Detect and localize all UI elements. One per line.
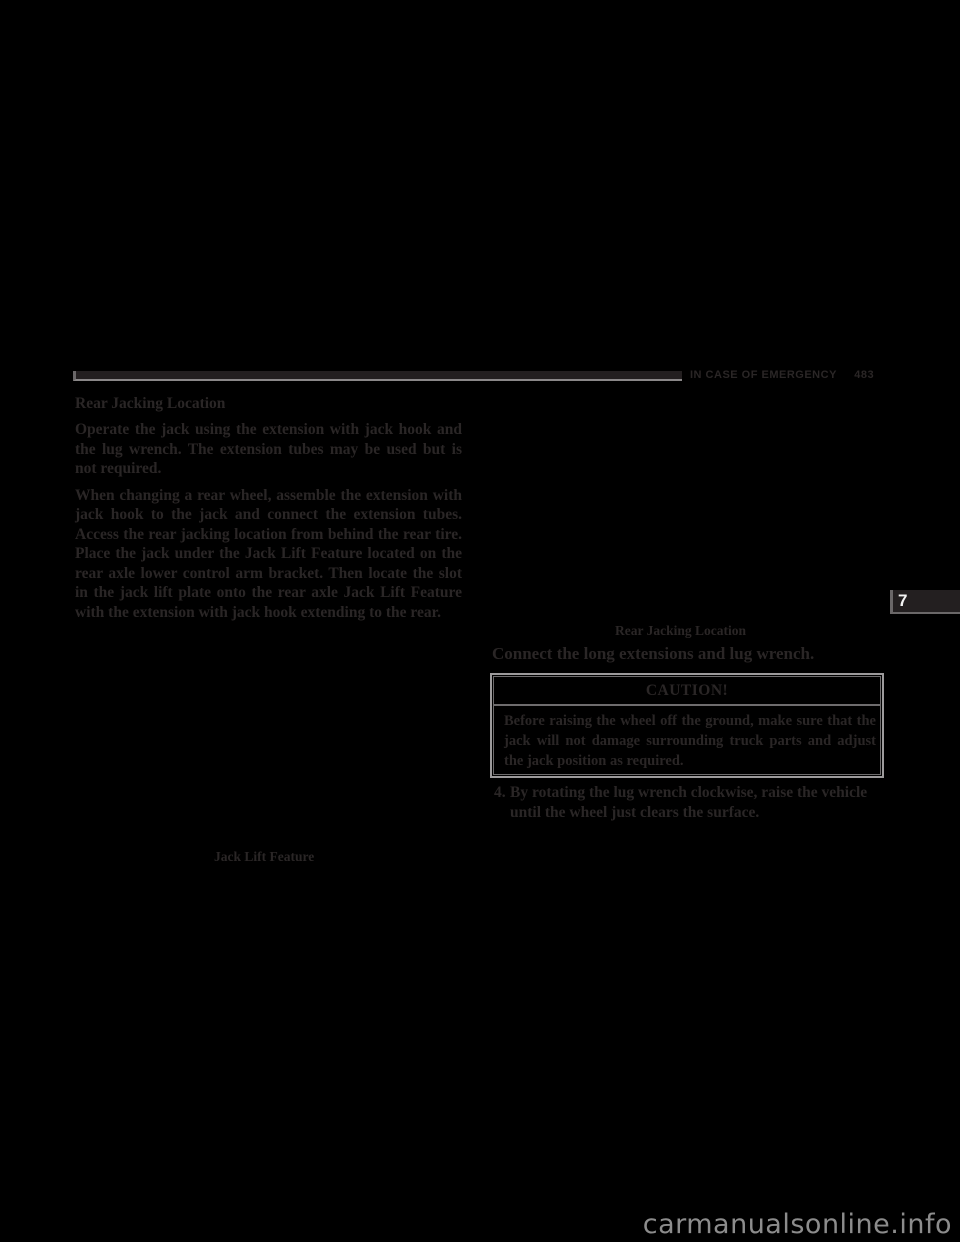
step-text-line2: until the wheel just clears the surface. bbox=[510, 803, 760, 821]
connect-instruction: Connect the long extensions and lug wrench. bbox=[492, 644, 815, 663]
step-number: 4. bbox=[494, 784, 506, 801]
step-4 bbox=[494, 783, 884, 822]
caution-title: CAUTION! bbox=[494, 677, 880, 706]
subheading-rear-jacking: Rear Jacking Location bbox=[75, 395, 226, 412]
watermark-text: carmanualsonline.info bbox=[642, 1209, 952, 1240]
page-number: 483 bbox=[854, 369, 875, 381]
caution-box bbox=[490, 673, 884, 778]
header-rule-bar bbox=[73, 371, 682, 381]
caution-inner-frame bbox=[493, 676, 881, 775]
chapter-tab: 7 bbox=[890, 590, 960, 614]
left-column bbox=[75, 394, 462, 629]
paragraph-operate-jack: Operate the jack using the extension with jack hook and the lug wrench. The extension tubes may be used but is not required. bbox=[75, 421, 462, 477]
running-header bbox=[690, 369, 874, 381]
section-title: IN CASE OF EMERGENCY bbox=[690, 369, 837, 381]
paragraph-changing-rear-wheel: When changing a rear wheel, assemble the extension with jack hook to the jack and connect the extension tubes. Access the rear jacking location from behind the rear tire. Place the jack under the Jack Lift Feature located on the rear axle lower control arm bracket. Then locate the slot in the jack lift plate onto the rear axle Jack Lift Feature with the extension with jack hook extending to the rear. bbox=[75, 486, 462, 621]
step-text-line1: By rotating the lug wrench clockwise, raise the vehicle bbox=[510, 784, 868, 801]
figure-caption-jack-lift: Jack Lift Feature bbox=[214, 849, 315, 864]
figure-caption-rear-jacking: Rear Jacking Location bbox=[615, 623, 746, 638]
caution-body: Before raising the wheel off the ground, make sure that the jack will not damage surrounding truck parts and adjust the jack position as required. bbox=[504, 713, 876, 769]
